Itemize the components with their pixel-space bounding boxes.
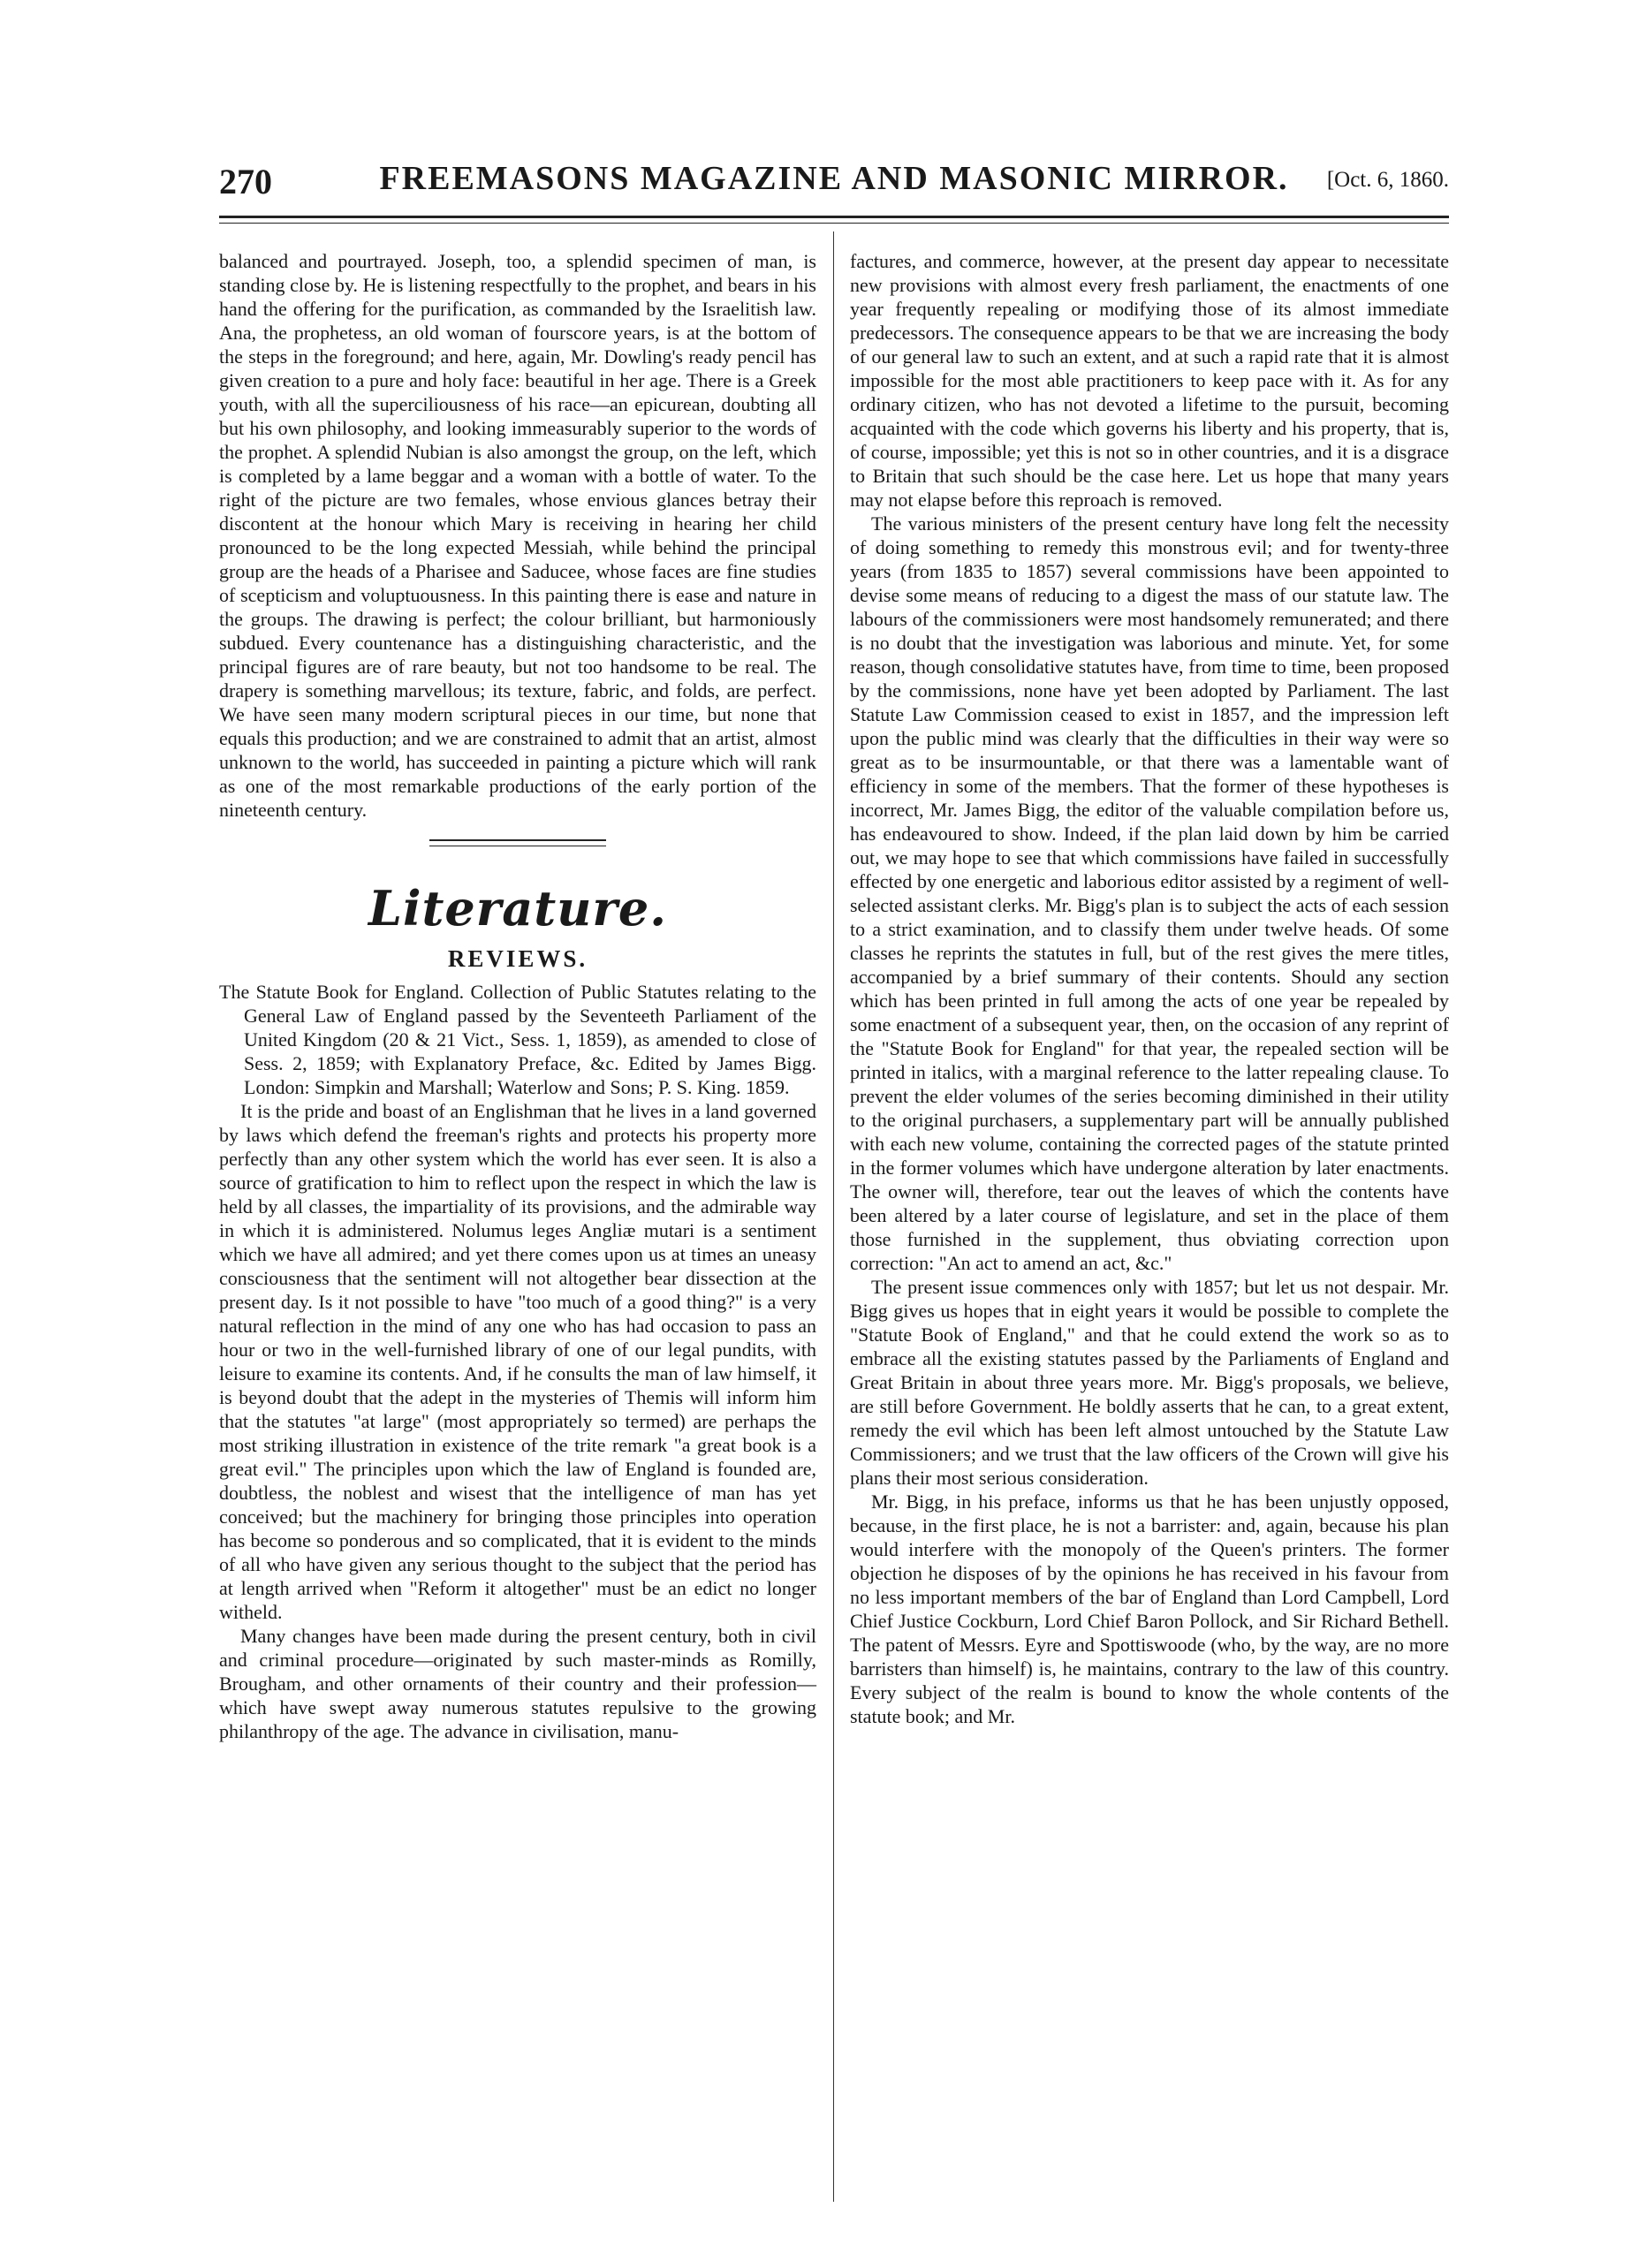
review-paragraph: factures, and commerce, however, at the present day appear to necessitate new provisions with almost every fresh parliament, the enactments of one year frequently repealing or modifying those of its almost immediate predecessors. The consequence appears to be that we are increasing the body of our general law to such an extent, and at such a rapid rate that it is almost impossible for the most able practitioners to keep pace with it. As for any ordinary citizen, who has not devoted a lifetime to the pursuit, becoming acquainted with the code which governs his liberty and his property, that is, of course, impossible; yet this is not so in other countries, and it is a disgrace to Britain that such should be the case here. Let us hope that many years may not elapse before this reproach is removed.: [850, 250, 1449, 511]
review-paragraph: It is the pride and boast of an Englishman that he lives in a land governed by laws which defend the freeman's rights and protects his property more perfectly than any other system which the world has ever seen. It is also a source of gratification to him to reflect upon the respect in which the law is held by all classes, the impartiality of its provisions, and the admirable way in which it is administered. Nolumus leges Angliæ mutari is a sentiment which we have all admired; and yet there comes upon us at times an uneasy consciousness that the sentiment will not altogether bear dissection at the present day. Is it not possible to have "too much of a good thing?" is a very natural reflection in the mind of any one who has had occasion to pass an hour or two in the well-furnished library of one of our legal pundits, with leisure to examine its contents. And, if he consults the man of law himself, it is beyond doubt that the adept in the mysteries of Themis will inform him that the statutes "at large" (most appropriately so termed) are perhaps the most striking illustration in existence of the trite remark "a great book is a great evil." The principles upon which the law of England is founded are, doubtless, the noblest and wisest that the intelligence of man has yet conceived; but the machinery for bringing those principles into operation has become so ponderous and so complicated, that it is evident to the minds of all who have given any serious thought to the subject that the period has at length arrived when "Reform it altogether" must be an edict no longer witheld.: [219, 1100, 816, 1623]
page-header: [219, 159, 1449, 212]
running-title: FREEMASONS MAGAZINE AND MASONIC MIRROR.: [379, 160, 1289, 197]
review-paragraph: Many changes have been made during the present century, both in civil and criminal procedure—originated by such master-minds as Romilly, Brougham, and other ornaments of their country and their profession—which have swept away numerous statutes repulsive to the growing philanthropy of the age. The advance in civilisation, manu-: [219, 1625, 816, 1742]
section-title: Literature.: [368, 880, 668, 937]
page-number: 270: [219, 162, 272, 201]
review-paragraph: The present issue commences only with 1857; but let us not despair. Mr. Bigg gives us hopes that in eight years it would be possible to complete the "Statute Book of England," and that he could extend the work so as to embrace all the existing statutes passed by the Parliaments of England and Great Britain in about three years more. Mr. Bigg's proposals, we believe, are still before Government. He boldly asserts that he can, to a great extent, remedy the evil which has been left almost untouched by the Statute Law Commissioners; and we trust that the law officers of the Crown will give his plans their most serious consideration.: [850, 1276, 1449, 1489]
review-paragraph: The various ministers of the present century have long felt the necessity of doing something to remedy this monstrous evil; and for twenty-three years (from 1835 to 1857) several commissions have been appointed to devise some means of reducing to a digest the mass of our statute law. The labours of the commissioners were most handsomely remunerated; and there is no doubt that the investigation was laborious and minute. Yet, for some reason, though consolidative statutes have, from time to time, been proposed by the commissions, none have yet been adopted by Parliament. The last Statute Law Commission ceased to exist in 1857, and the impression left upon the public mind was clearly that the difficulties in their way were so great as to be insurmountable, or that there was a lamentable want of efficiency in some of the members. That the former of these hypotheses is incorrect, Mr. James Bigg, the editor of the valuable compilation before us, has endeavoured to show. Indeed, if the plan laid down by him be carried out, we may hope to see that which commissions have failed in successfully effected by one energetic and laborious editor assisted by a regiment of well-selected assistant clerks. Mr. Bigg's plan is to subject the acts of each session to a strict examination, and to classify them under twelve heads. Of some classes he reprints the statutes in full, but of the rest gives the mere titles, accompanied by a brief summary of their contents. Should any section which has been printed in full among the acts of one year be repealed by some enactment of a subsequent year, then, on the occasion of any reprint of the "Statute Book for England" for that year, the repealed section will be printed in italics, with a marginal reference to the latter repealing clause. To prevent the elder volumes of the series becoming diminished in their utility to the original purchasers, a supplementary part will be annually published with each new volume, containing the corrected pages of the statute printed in the former volumes which have undergone alteration by later enactments. The owner will, therefore, tear out the leaves of which the contents have been altered by a later course of legislature, and set in the place of them those furnished in the supplement, thus obviating correction upon correction: "An act to amend an act, &c.": [850, 512, 1449, 1274]
book-reference: The Statute Book for England. Collection of Public Statutes relating to the General Law of England passed by the Seventeeth Parliament of the United Kingdom (20 & 21 Vict., Sess. 1, 1859), as amended to close of Sess. 2, 1859; with Explanatory Preface, &c. Edited by James Bigg. London: Simpkin and Marshall; Waterlow and Sons; P. S. King. 1859.: [219, 981, 816, 1098]
art-review-continuation: balanced and pourtrayed. Joseph, too, a splendid specimen of man, is standing close by. He is listening respectfully to the prophet, and bears in his hand the offering for the purification, as commanded by the Israelitish law. Ana, the prophetess, an old woman of fourscore years, is at the bottom of the steps in the foreground; and here, again, Mr. Dowling's ready pencil has given creation to a pure and holy face: beautiful in her age. There is a Greek youth, with all the superciliousness of his race—an epicurean, doubting all but his own philosophy, and looking immeasurably superior to the words of the prophet. A splendid Nubian is also amongst the group, on the left, which is completed by a lame beggar and a woman with a bottle of water. To the right of the picture are two females, whose envious glances betray their discontent at the honour which Mary is receiving in hearing her child pronounced to be the long expected Messiah, while behind the principal group are the heads of a Pharisee and Saducee, whose faces are fine studies of scepticism and voluptuousness. In this painting there is ease and nature in the groups. The drawing is perfect; the colour brilliant, but harmoniously subdued. Every countenance has a distinguishing characteristic, and the principal figures are of rare beauty, but not too handsome to be real. The drapery is something marvellous; its texture, fabric, and folds, are perfect. We have seen many modern scriptural pieces in our time, but none that equals this production; and we are constrained to admit that an artist, almost unknown to the world, has succeeded in painting a picture which will rank as one of the most remarkable productions of the early portion of the nineteenth century.: [219, 250, 816, 821]
header-rule-thin: [219, 223, 1449, 224]
column-divider: [833, 231, 834, 2202]
sub-title: REVIEWS.: [447, 945, 588, 972]
right-column: [850, 249, 1449, 1728]
issue-date: [Oct. 6, 1860.: [1326, 168, 1449, 192]
header-rule: [219, 216, 1449, 218]
left-column: [219, 249, 816, 1743]
review-paragraph: Mr. Bigg, in his preface, informs us that he has been unjustly opposed, because, in the first place, he is not a barrister: and, again, because his plan would interfere with the monopoly of the Queen's printers. The former objection he disposes of by the opinions he has received in his favour from no less important members of the bar of England than Lord Campbell, Lord Chief Justice Cockburn, Lord Chief Baron Pollock, and Sir Richard Bethell. The patent of Messrs. Eyre and Spottiswoode (who, by the way, are no more barristers than himself) is, he maintains, contrary to the law of this country. Every subject of the realm is bound to know the whole contents of the statute book; and Mr.: [850, 1491, 1449, 1727]
section-separator: [429, 839, 606, 841]
